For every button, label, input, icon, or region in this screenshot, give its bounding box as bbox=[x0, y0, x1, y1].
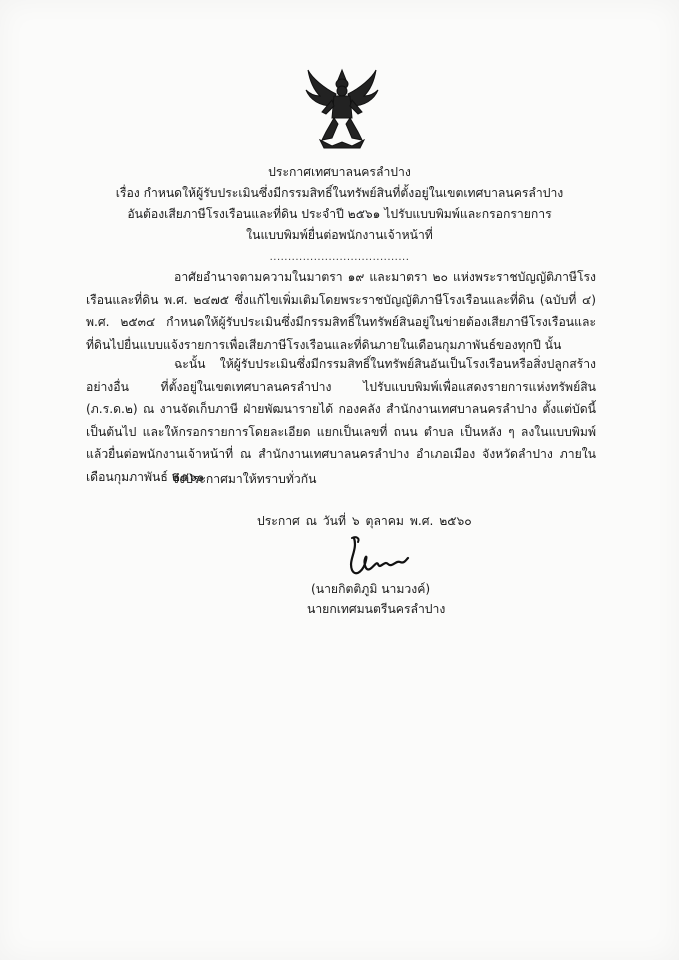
handwritten-signature-icon bbox=[344, 530, 414, 584]
announce-date: ประกาศ ณ วันที่ ๖ ตุลาคม พ.ศ. ๒๕๖๐ bbox=[257, 514, 472, 528]
garuda-emblem-icon bbox=[302, 66, 382, 150]
announcement-title bbox=[0, 162, 679, 246]
separator: ...................................... bbox=[269, 252, 410, 263]
title-line-1: ประกาศเทศบาลนครลำปาง bbox=[268, 165, 411, 179]
paragraph-3: จึงประกาศมาให้ทราบทั่วกัน bbox=[172, 472, 317, 486]
signer-name: (นายกิตติภูมิ นามวงค์) bbox=[311, 582, 431, 596]
paragraph-2: ฉะนั้น ให้ผู้รับประเมินซึ่งมีกรรมสิทธิ์ในทรัพย์สินอันเป็นโรงเรือนหรือสิ่งปลูกสร้างอย่างอื่น ที่ตั้งอยู่ในเขตเทศบาลนครลำปาง ไปรับแบบพิมพ์เพื่อแสดงรายการแห่งทรัพย์สิน (ภ.ร.ด.๒) ณ งานจัดเก็บภาษี ฝ่ายพัฒนารายได้ กองคลัง สำนักงานเทศบาลนครลำปาง ตั้งแต่บัดนี้เป็นต้นไป และให้กรอกรายการโดยละเอียด แยกเป็นเลขที่ ถนน ตำบล เป็นหลัง ๆ ลงในแบบพิมพ์ แล้วยื่นต่อพนักงานเจ้าหน้าที่ ณ สำนักงานเทศบาลนครลำปาง อำเภอเมือง จังหวัดลำปาง ภายในเดือนกุมภาพันธ์ ๒๕๖๑ bbox=[86, 357, 596, 484]
title-line-3: อันต้องเสียภาษีโรงเรือนและที่ดิน ประจำปี ๒๕๖๑ ไปรับแบบพิมพ์และกรอกรายการ bbox=[127, 207, 552, 221]
paragraph-1: อาศัยอำนาจตามความในมาตรา ๑๙ และมาตรา ๒๐ แห่งพระราชบัญญัติภาษีโรงเรือนและที่ดิน พ.ศ. ๒๔๗๕ ซึ่งแก้ไขเพิ่มเติมโดยพระราชบัญญัติภาษีโรงเรือนและที่ดิน (ฉบับที่ ๔) พ.ศ. ๒๕๓๔ กำหนดให้ผู้รับประเมินซึ่งมีกรรมสิทธิ์ในทรัพย์สินอยู่ในข่ายต้องเสียภาษีโรงเรือนและที่ดินไปยื่นแบบแจ้งรายการเพื่อเสียภาษีโรงเรือนและที่ดินภายในเดือนกุมภาพันธ์ของทุกปี นั้น bbox=[86, 270, 596, 352]
title-line-2: เรื่อง กำหนดให้ผู้รับประเมินซึ่งมีกรรมสิทธิ์ในทรัพย์สินที่ตั้งอยู่ในเขตเทศบาลนครลำปาง bbox=[115, 186, 564, 200]
signer-title: นายกเทศมนตรีนครลำปาง bbox=[307, 602, 446, 616]
title-line-4: ในแบบพิมพ์ยื่นต่อพนักงานเจ้าหน้าที่ bbox=[246, 228, 433, 242]
